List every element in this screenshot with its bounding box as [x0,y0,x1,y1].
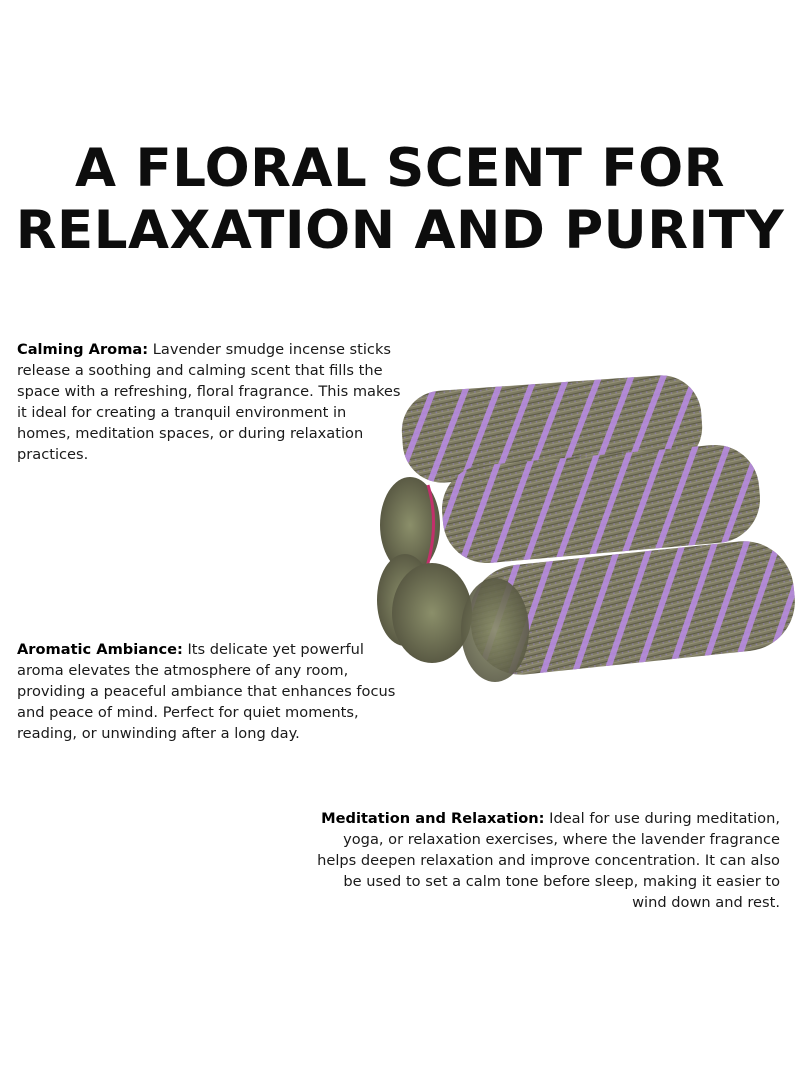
feature-title: Calming Aroma: [17,341,149,358]
feature-title: Aromatic Ambiance: [17,641,183,658]
feature-text: Its delicate yet powerful aroma elevates the atmosphere of any room, providing a peaceful ambiance that enhances focus and peace of mind. Perfect for quiet moments, reading, or unwinding after a long day. [17,641,396,742]
feature-aromatic-ambiance [17,639,407,744]
feature-text: Lavender smudge incense sticks release a soothing and calming scent that fills the space with a refreshing, floral fragrance. This makes it ideal for creating a tranquil environment in homes, meditation spaces, or during relaxation practices. [17,341,401,463]
page-headline [0,138,800,262]
headline-line-1: A FLORAL SCENT FOR [75,138,725,199]
feature-meditation-relaxation [310,808,780,913]
headline-line-2: RELAXATION AND PURITY [15,200,785,261]
feature-calming-aroma [17,339,402,465]
feature-text: Ideal for use during meditation, yoga, or relaxation exercises, where the lavender fragrance helps deepen relaxation and improve concentration. It can also be used to set a calm tone before sleep, making it easier to wind down and rest. [317,810,780,911]
feature-title: Meditation and Relaxation: [321,810,545,827]
lavender-smudge-bundles-image [370,375,798,700]
